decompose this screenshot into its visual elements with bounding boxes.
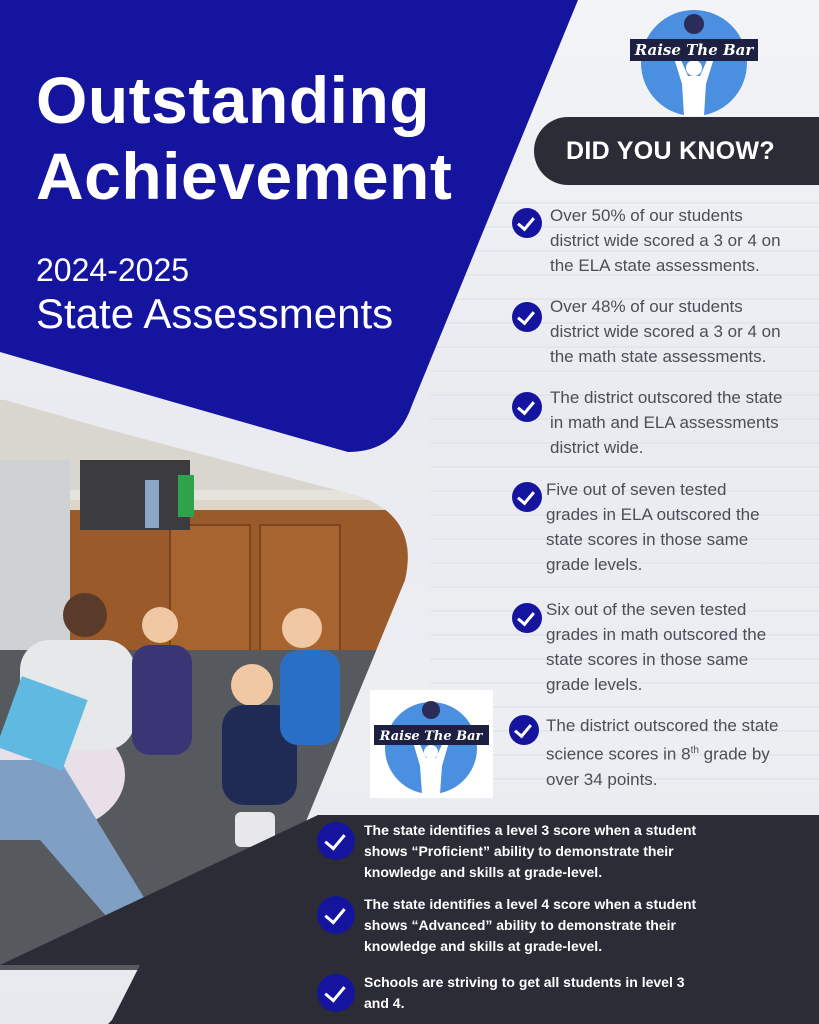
fact-item: Over 50% of our students district wide scored a 3 or 4 on the ELA state assessments. bbox=[550, 206, 781, 275]
check-icon bbox=[512, 392, 542, 422]
check-icon bbox=[512, 208, 542, 238]
fact-item: The district outscored the state in math and ELA assessments district wide. bbox=[550, 388, 783, 457]
page-title: Outstanding Achievement bbox=[36, 63, 453, 213]
check-icon bbox=[512, 302, 542, 332]
jaguar-icon bbox=[422, 701, 440, 719]
fact-item: Six out of the seven tested grades in math outscored the state scores in those same grade levels. bbox=[546, 600, 767, 694]
raise-the-bar-logo-box bbox=[370, 690, 493, 798]
check-icon bbox=[317, 896, 355, 934]
check-icon bbox=[512, 603, 542, 633]
note-item: The state identifies a level 3 score when a student shows “Proficient” ability to demonstrate their knowledge and skills at grade-level. bbox=[364, 822, 697, 880]
check-icon bbox=[317, 974, 355, 1012]
note-item: Schools are striving to get all students in level 3 and 4. bbox=[364, 974, 685, 1011]
page-subtitle: State Assessments bbox=[36, 290, 394, 337]
note-item: The state identifies a level 4 score when a student shows “Advanced” ability to demonstrate their knowledge and skills at grade-level. bbox=[364, 896, 697, 954]
fact-item: Five out of seven tested grades in ELA outscored the state scores in those same grade levels. bbox=[546, 480, 760, 574]
check-icon bbox=[509, 715, 539, 745]
fact-item: Over 48% of our students district wide scored a 3 or 4 on the math state assessments. bbox=[550, 297, 781, 366]
jaguar-icon bbox=[684, 14, 704, 34]
check-icon bbox=[317, 822, 355, 860]
check-icon bbox=[512, 482, 542, 512]
svg-text:Raise The Bar: Raise The Bar bbox=[379, 729, 483, 744]
did-you-know-label: DID YOU KNOW? bbox=[534, 117, 819, 185]
raise-the-bar-logo bbox=[370, 690, 493, 798]
raise-the-bar-logo bbox=[630, 10, 758, 116]
svg-text:Raise The Bar: Raise The Bar bbox=[634, 41, 754, 59]
fact-item: The district outscored the state science scores in 8th grade by over 34 points. bbox=[546, 716, 779, 789]
school-year: 2024-2025 bbox=[36, 252, 190, 288]
